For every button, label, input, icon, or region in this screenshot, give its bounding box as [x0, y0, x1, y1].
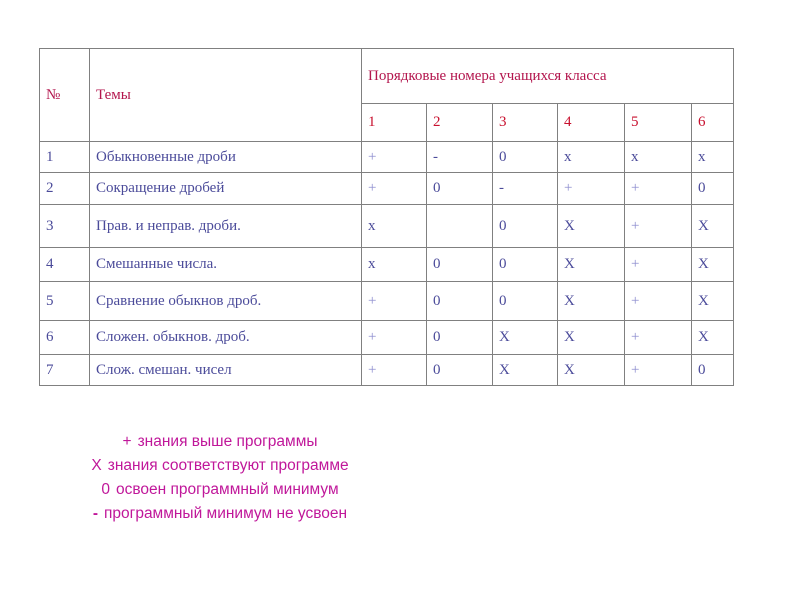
mark-cell-student-3: 0 [493, 282, 558, 321]
legend-symbol: Х [91, 457, 102, 474]
mark-cell-student-1: х [362, 205, 427, 248]
results-table [39, 48, 734, 386]
topic-cell: Слож. смешан. чисел [90, 355, 362, 386]
mark-cell-student-6: Х [692, 248, 734, 282]
mark-cell-student-4: + [558, 173, 625, 205]
mark-cell-student-3: Х [493, 355, 558, 386]
row-number: 7 [40, 355, 90, 386]
student-number-4: 4 [558, 104, 625, 142]
legend-text: знания соответствуют программе [107, 457, 349, 474]
table-row [40, 321, 734, 355]
header-number: № [40, 49, 90, 142]
table-row [40, 173, 734, 205]
row-number: 4 [40, 248, 90, 282]
table-row [40, 248, 734, 282]
legend-symbol: + [122, 433, 132, 450]
student-number-3: 3 [493, 104, 558, 142]
header-student-numbers: Порядковые номера учащихся класса [362, 49, 734, 104]
mark-cell-student-5: + [625, 321, 692, 355]
mark-cell-student-6: Х [692, 205, 734, 248]
table-row [40, 355, 734, 386]
student-number-1: 1 [362, 104, 427, 142]
row-number: 3 [40, 205, 90, 248]
student-number-5: 5 [625, 104, 692, 142]
mark-cell-student-6: х [692, 142, 734, 173]
mark-cell-student-5: х [625, 142, 692, 173]
table-row [40, 205, 734, 248]
topic-cell: Смешанные числа. [90, 248, 362, 282]
topic-cell: Сокращение дробей [90, 173, 362, 205]
table-row [40, 282, 734, 321]
legend [40, 430, 400, 526]
mark-cell-student-2: 0 [427, 173, 493, 205]
topic-cell: Сравнение обыкнов дроб. [90, 282, 362, 321]
mark-cell-student-3: - [493, 173, 558, 205]
mark-cell-student-2: - [427, 142, 493, 173]
legend-symbol: 0 [101, 481, 110, 498]
student-number-2: 2 [427, 104, 493, 142]
mark-cell-student-2: 0 [427, 248, 493, 282]
legend-text: знания выше программы [137, 433, 318, 450]
legend-item [40, 454, 400, 478]
mark-cell-student-4: Х [558, 248, 625, 282]
mark-cell-student-5: + [625, 248, 692, 282]
mark-cell-student-3: 0 [493, 142, 558, 173]
mark-cell-student-5: + [625, 205, 692, 248]
legend-symbol: - [92, 505, 99, 522]
table-row [40, 142, 734, 173]
topic-cell: Сложен. обыкнов. дроб. [90, 321, 362, 355]
mark-cell-student-2: 0 [427, 282, 493, 321]
mark-cell-student-4: Х [558, 205, 625, 248]
mark-cell-student-6: Х [692, 282, 734, 321]
mark-cell-student-5: + [625, 282, 692, 321]
legend-item [40, 430, 400, 454]
legend-text: программный минимум не усвоен [104, 505, 348, 522]
mark-cell-student-3: 0 [493, 248, 558, 282]
row-number: 2 [40, 173, 90, 205]
row-number: 1 [40, 142, 90, 173]
mark-cell-student-6: 0 [692, 355, 734, 386]
mark-cell-student-1: + [362, 321, 427, 355]
mark-cell-student-4: Х [558, 282, 625, 321]
mark-cell-student-1: + [362, 355, 427, 386]
mark-cell-student-1: х [362, 248, 427, 282]
header-row [40, 49, 734, 104]
mark-cell-student-6: 0 [692, 173, 734, 205]
topic-cell: Обыкновенные дроби [90, 142, 362, 173]
mark-cell-student-6: Х [692, 321, 734, 355]
mark-cell-student-3: 0 [493, 205, 558, 248]
student-number-6: 6 [692, 104, 734, 142]
mark-cell-student-2 [427, 205, 493, 248]
mark-cell-student-4: Х [558, 321, 625, 355]
header-topics: Темы [90, 49, 362, 142]
mark-cell-student-2: 0 [427, 321, 493, 355]
mark-cell-student-1: + [362, 142, 427, 173]
mark-cell-student-3: Х [493, 321, 558, 355]
mark-cell-student-1: + [362, 173, 427, 205]
mark-cell-student-1: + [362, 282, 427, 321]
mark-cell-student-4: Х [558, 355, 625, 386]
row-number: 5 [40, 282, 90, 321]
mark-cell-student-4: х [558, 142, 625, 173]
mark-cell-student-2: 0 [427, 355, 493, 386]
table-body [40, 49, 734, 386]
legend-item [40, 478, 400, 502]
legend-text: освоен программный минимум [115, 481, 339, 498]
legend-item [40, 502, 400, 526]
topic-cell: Прав. и неправ. дроби. [90, 205, 362, 248]
row-number: 6 [40, 321, 90, 355]
mark-cell-student-5: + [625, 355, 692, 386]
mark-cell-student-5: + [625, 173, 692, 205]
